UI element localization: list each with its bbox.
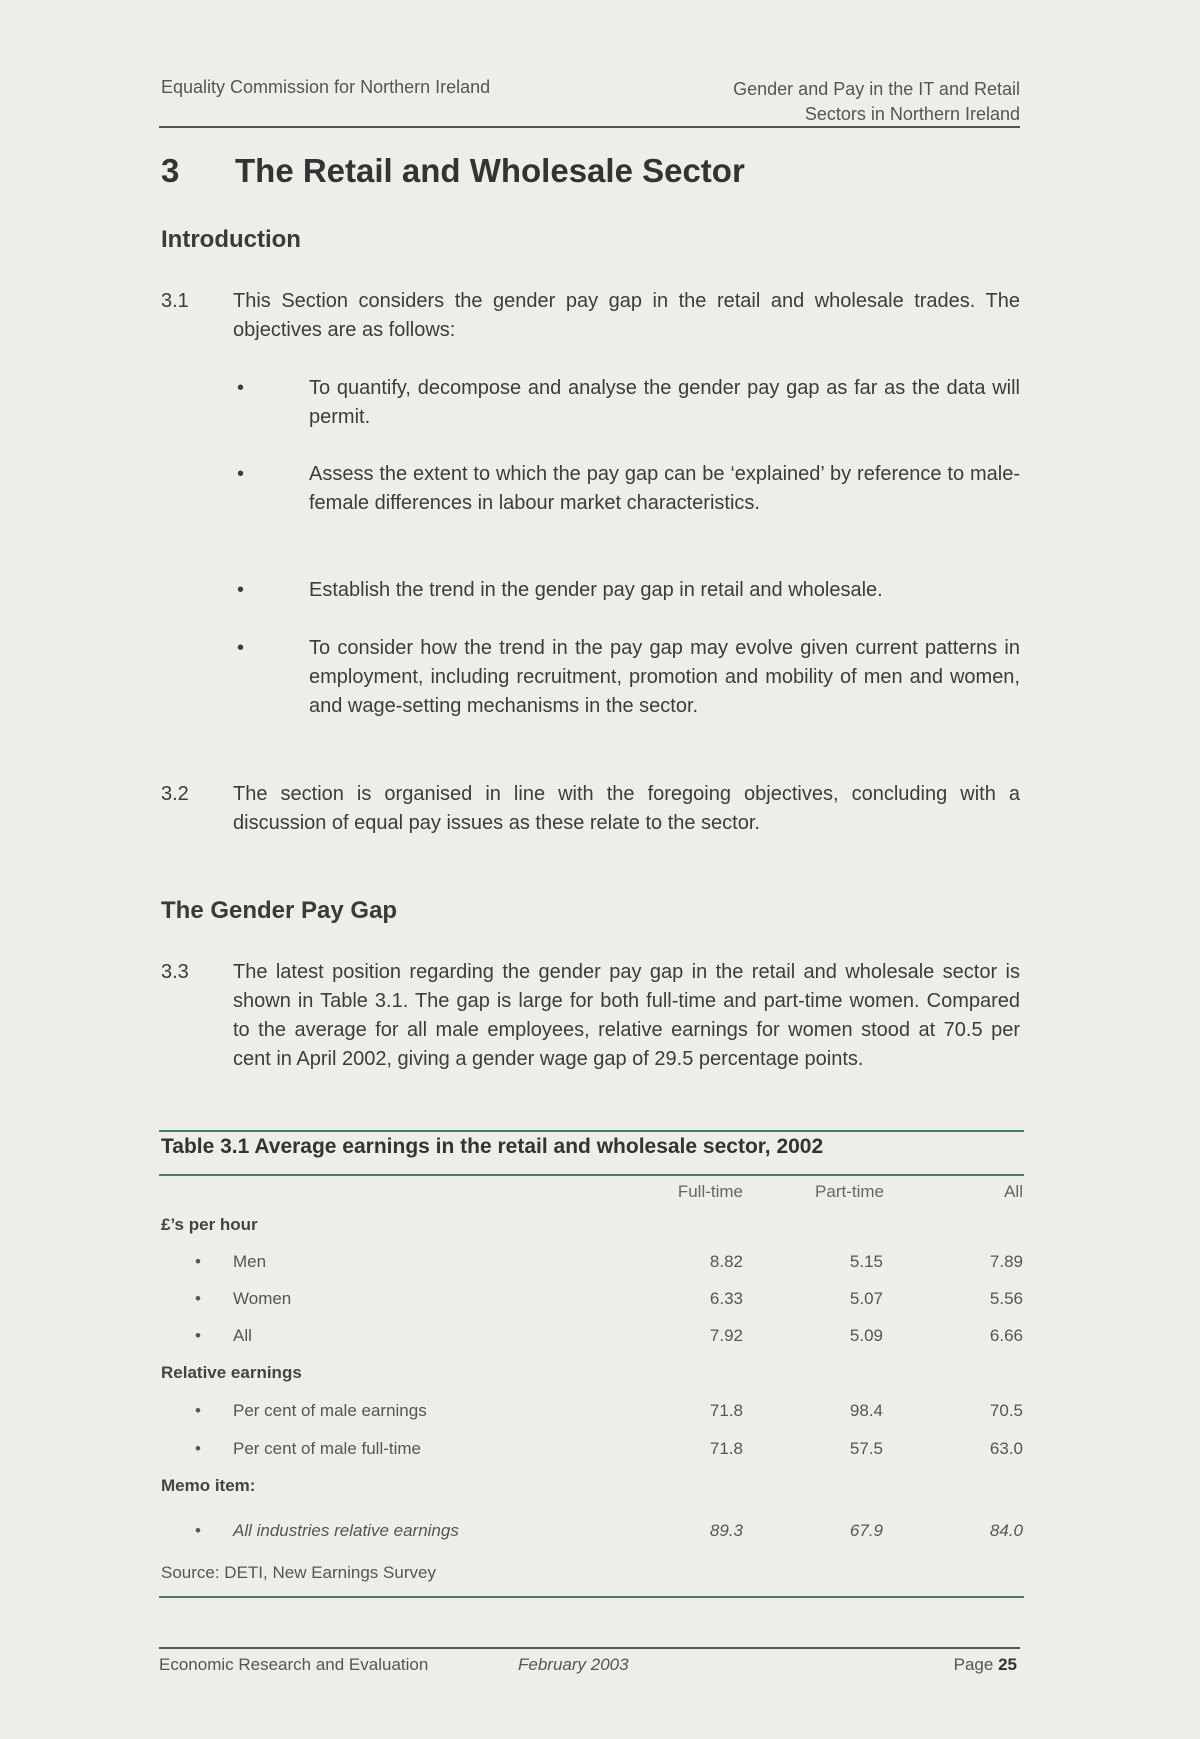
bullet-marker: • — [237, 463, 245, 485]
paragraph-number: 3.1 — [161, 290, 189, 312]
footer-page-number — [954, 1655, 1017, 1675]
objective-bullet-2 — [233, 460, 1020, 518]
paragraph-3-2 — [161, 780, 1020, 838]
row-label: Per cent of male full-time — [233, 1439, 422, 1458]
paragraph-3-1 — [161, 287, 1020, 345]
cell-all: 5.56 — [989, 1289, 1023, 1308]
cell-all: 7.89 — [989, 1252, 1023, 1271]
row-bullet: • — [195, 1326, 201, 1345]
section-heading-introduction: Introduction — [161, 226, 301, 253]
cell-all: 84.0 — [989, 1521, 1023, 1540]
page-number: 25 — [998, 1655, 1017, 1674]
table-row — [161, 1401, 1023, 1423]
objective-bullet-3 — [233, 576, 1020, 605]
table-bottom-rule — [159, 1596, 1024, 1598]
cell-full-time: 7.92 — [709, 1326, 743, 1345]
column-header-all: All — [1004, 1182, 1023, 1201]
table-header-rule — [159, 1174, 1024, 1176]
table-top-rule — [159, 1130, 1024, 1132]
row-label: All — [233, 1326, 252, 1345]
table-group-label: Relative earnings — [161, 1363, 302, 1382]
bullet-marker: • — [237, 377, 245, 399]
footer-left: Economic Research and Evaluation — [159, 1655, 429, 1674]
cell-part-time: 5.15 — [849, 1252, 883, 1271]
running-header-right-line2: Sectors in Northern Ireland — [804, 104, 1020, 124]
running-header-right-line1: Gender and Pay in the IT and Retail — [733, 79, 1020, 99]
cell-part-time: 5.07 — [849, 1289, 883, 1308]
cell-all: 70.5 — [989, 1401, 1023, 1420]
page-label: Page — [953, 1655, 994, 1674]
header-rule — [159, 126, 1020, 128]
bullet-text: To consider how the trend in the pay gap may evolve given current patterns in employment, including recruitment, promotion and mobility of men and women, and wage-setting mechanisms in the sector. — [309, 637, 1020, 717]
column-header-part-time: Part-time — [815, 1182, 884, 1201]
cell-full-time: 8.82 — [709, 1252, 743, 1271]
table-row — [161, 1439, 1023, 1461]
paragraph-number: 3.2 — [161, 783, 189, 805]
objective-bullet-4 — [233, 634, 1020, 721]
cell-part-time: 5.09 — [849, 1326, 883, 1345]
table-title: Table 3.1 Average earnings in the retail and wholesale sector, 2002 — [161, 1135, 824, 1158]
objective-bullet-1 — [233, 374, 1020, 432]
bullet-marker: • — [237, 579, 245, 601]
running-header-right — [733, 77, 1020, 127]
paragraph-text: The section is organised in line with the foregoing objectives, concluding with a discussion of equal pay issues as these relate to the sector. — [233, 783, 1020, 834]
cell-full-time: 71.8 — [709, 1439, 743, 1458]
row-bullet: • — [195, 1521, 201, 1540]
table-source-note: Source: DETI, New Earnings Survey — [161, 1563, 436, 1582]
table-row — [161, 1289, 1023, 1311]
bullet-marker: • — [237, 637, 245, 659]
section-heading-gender-pay-gap: The Gender Pay Gap — [161, 897, 398, 924]
chapter-number: 3 — [161, 152, 180, 189]
paragraph-number: 3.3 — [161, 961, 189, 983]
row-bullet: • — [195, 1439, 201, 1458]
bullet-text: Assess the extent to which the pay gap can be ‘explained’ by reference to male-female differences in labour market characteristics. — [309, 463, 1020, 514]
row-bullet: • — [195, 1401, 201, 1420]
footer-date: February 2003 — [518, 1655, 629, 1674]
column-header-full-time: Full-time — [677, 1182, 743, 1201]
table-group-label: £’s per hour — [161, 1215, 258, 1234]
bullet-text: Establish the trend in the gender pay gap in retail and wholesale. — [309, 579, 883, 601]
cell-part-time: 98.4 — [849, 1401, 883, 1420]
paragraph-3-3 — [161, 958, 1020, 1074]
row-label: Men — [233, 1252, 267, 1271]
bullet-text: To quantify, decompose and analyse the gender pay gap as far as the data will permit. — [309, 377, 1020, 428]
paragraph-text: This Section considers the gender pay gap in the retail and wholesale trades. The objectives are as follows: — [233, 290, 1020, 341]
row-label: Per cent of male earnings — [233, 1401, 427, 1420]
cell-all: 63.0 — [989, 1439, 1023, 1458]
table-group-label: Memo item: — [161, 1476, 256, 1495]
cell-full-time: 6.33 — [709, 1289, 743, 1308]
chapter-heading — [161, 152, 745, 190]
paragraph-text: The latest position regarding the gender pay gap in the retail and wholesale sector is shown in Table 3.1. The gap is large for both full-time and part-time women. Compared to the average for all male employees, relative earnings for women stood at 70.5 per cent in April 2002, giving a gender wage gap of 29.5 percentage points. — [233, 961, 1020, 1070]
table-row — [161, 1252, 1023, 1274]
table-row — [161, 1326, 1023, 1348]
footer-rule — [159, 1647, 1020, 1649]
cell-full-time: 89.3 — [709, 1521, 743, 1540]
row-label: Women — [233, 1289, 292, 1308]
chapter-title: The Retail and Wholesale Sector — [235, 152, 745, 189]
running-header-left: Equality Commission for Northern Ireland — [161, 77, 491, 97]
cell-all: 6.66 — [989, 1326, 1023, 1345]
cell-part-time: 57.5 — [849, 1439, 883, 1458]
cell-part-time: 67.9 — [849, 1521, 883, 1540]
row-label: All industries relative earnings — [233, 1521, 459, 1540]
row-bullet: • — [195, 1252, 201, 1271]
table-row — [161, 1521, 1023, 1543]
row-bullet: • — [195, 1289, 201, 1308]
cell-full-time: 71.8 — [709, 1401, 743, 1420]
